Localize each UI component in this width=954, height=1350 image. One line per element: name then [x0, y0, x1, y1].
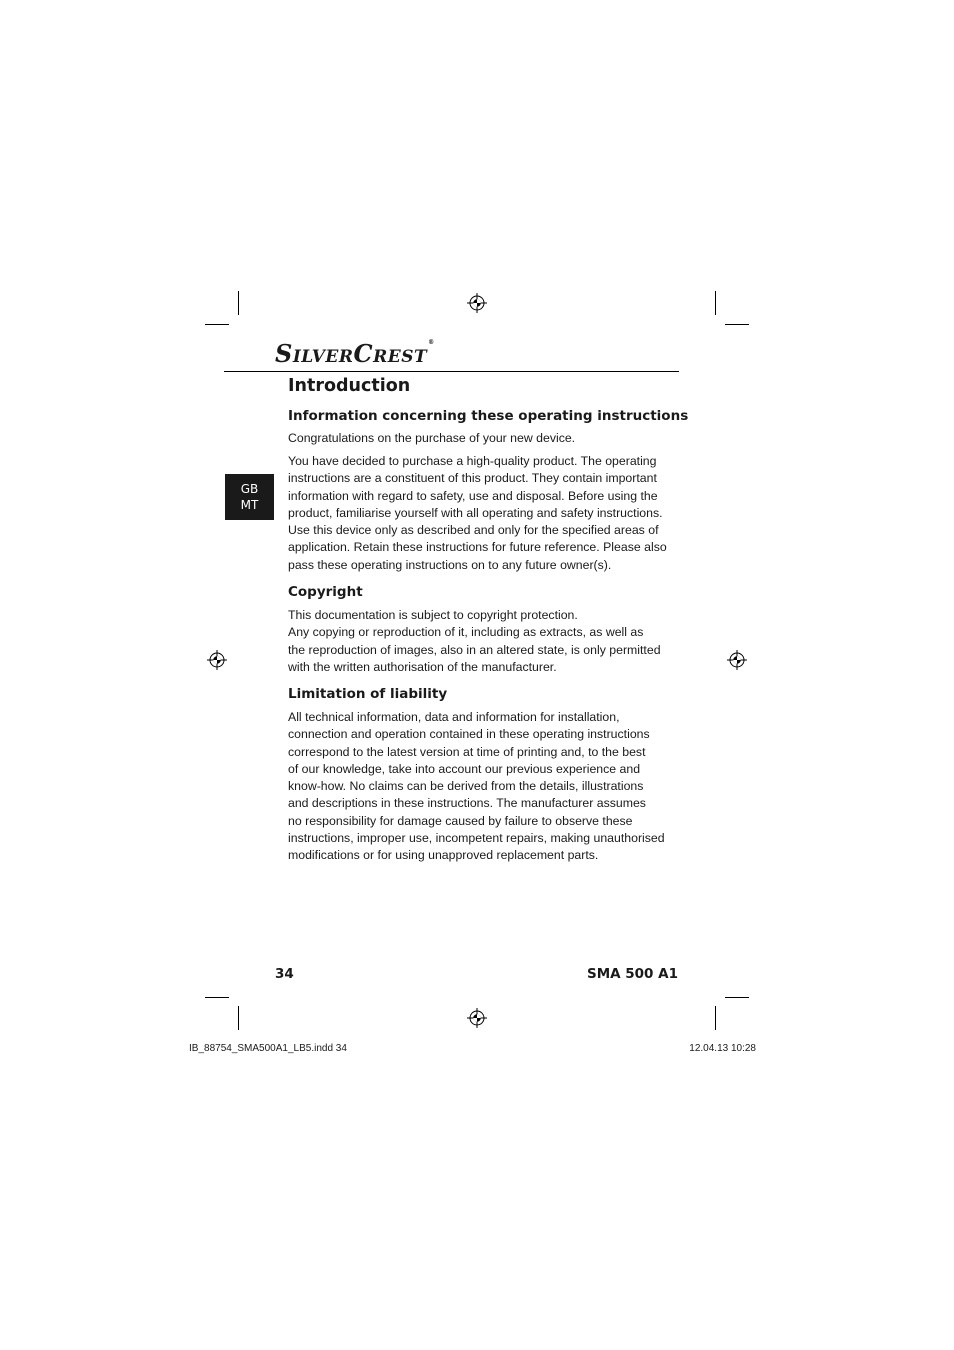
text-line: pass these operating instructions on to any future owner(s).: [288, 557, 612, 572]
page-number: 34: [275, 966, 294, 982]
section-heading-liability: Limitation of liability: [288, 686, 448, 702]
text-line: and descriptions in these instructions. The manufacturer assumes: [288, 796, 646, 811]
registration-mark-icon: [207, 650, 227, 670]
crop-mark-top-right-horizontal: [725, 324, 749, 325]
registration-mark-icon: [467, 293, 487, 313]
crop-mark-bottom-left-vertical: [238, 1006, 239, 1030]
text-line: product, familiarise yourself with all operating and safety instructions.: [288, 505, 663, 520]
text-line: Use this device only as described and only for the specified areas of: [288, 523, 659, 538]
text-line: know-how. No claims can be derived from the details, illustrations: [288, 779, 644, 794]
language-code-gb: GB: [240, 482, 259, 496]
text-line: You have decided to purchase a high-quality product. The operating: [288, 454, 657, 468]
text-line: no responsibility for damage caused by failure to observe these: [288, 813, 633, 828]
text-line: connection and operation contained in these operating instructions: [288, 727, 650, 742]
registration-mark-icon: [727, 650, 747, 670]
crop-mark-top-left-vertical: [238, 291, 239, 315]
text-line: Any copying or reproduction of it, including as extracts, as well as: [288, 625, 644, 640]
section-heading-copyright: Copyright: [288, 584, 363, 600]
text-line: Congratulations on the purchase of your new device.: [288, 431, 576, 445]
text-line: instructions, improper use, incompetent repairs, making unauthorised: [288, 831, 665, 846]
crop-mark-bottom-right-vertical: [715, 1006, 716, 1030]
page-title: Introduction: [288, 376, 411, 396]
text-line: of our knowledge, take into account our previous experience and: [288, 761, 641, 776]
text-line: instructions are a constituent of this product. They contain important: [288, 471, 657, 486]
text-line: All technical information, data and information for installation,: [288, 710, 620, 724]
silvercrest-logo: SILVERCREST®: [275, 339, 435, 368]
text-line: correspond to the latest version at time of printing and, to the best: [288, 744, 646, 759]
header-rule: [224, 371, 679, 372]
model-name: SMA 500 A1: [586, 966, 678, 982]
paragraph-purchase-info: [288, 453, 668, 574]
text-line: modifications or for using unapproved replacement parts.: [288, 848, 599, 863]
crop-mark-top-left-horizontal: [205, 324, 229, 325]
text-line: information with regard to safety, use and disposal. Before using the: [288, 488, 658, 503]
text-line: application. Retain these instructions for future reference. Please also: [288, 540, 667, 555]
crop-mark-bottom-left-horizontal: [205, 997, 229, 998]
language-code-mt: MT: [240, 498, 259, 512]
print-slug-datetime: 12.04.13 10:28: [689, 1043, 756, 1054]
print-slug-file: IB_88754_SMA500A1_LB5.indd 34: [189, 1043, 347, 1054]
language-tab: [225, 474, 274, 520]
crop-mark-top-right-vertical: [715, 291, 716, 315]
registration-mark-icon: [467, 1008, 487, 1028]
section-heading-operating-instructions: Information concerning these operating instructions: [288, 408, 689, 424]
text-line: the reproduction of images, also in an altered state, is only permitted: [288, 642, 661, 657]
text-line: with the written authorisation of the manufacturer.: [288, 659, 557, 674]
text-line: This documentation is subject to copyright protection.: [288, 608, 578, 622]
paragraph-congratulations: [288, 430, 668, 447]
paragraph-liability: [288, 709, 668, 865]
paragraph-copyright: [288, 607, 668, 676]
crop-mark-bottom-right-horizontal: [725, 997, 749, 998]
